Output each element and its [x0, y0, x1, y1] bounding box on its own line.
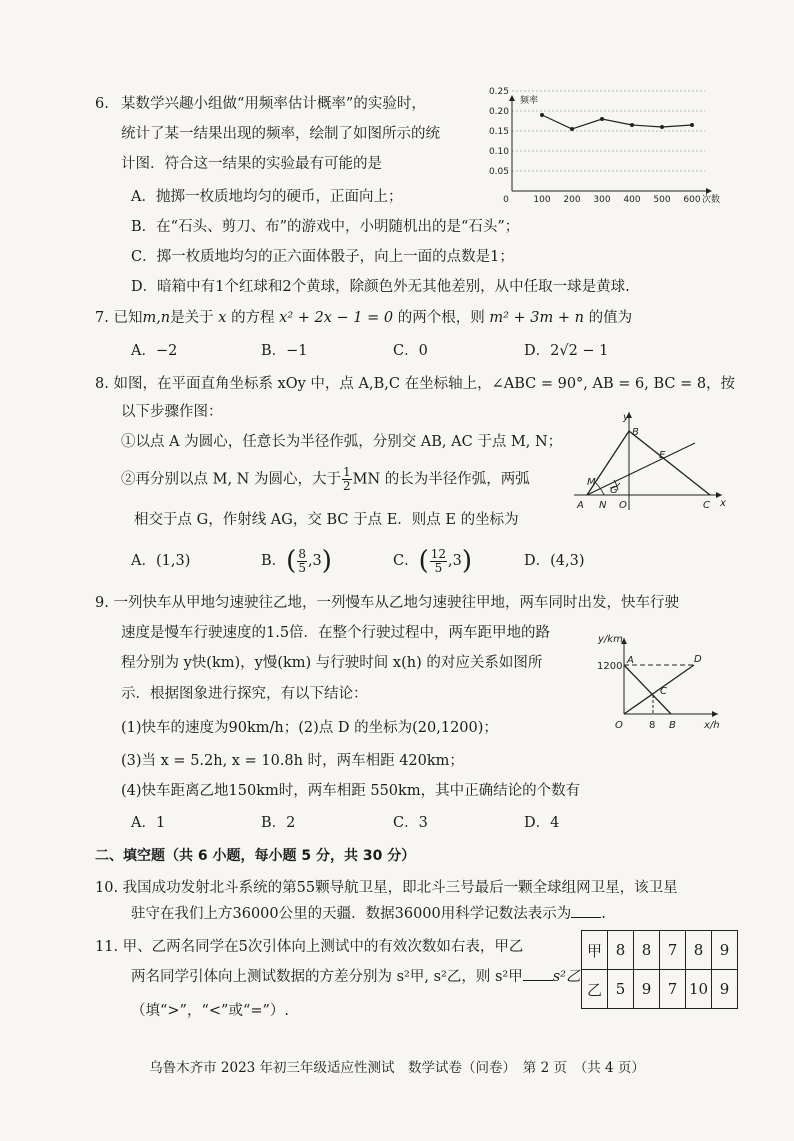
q8-option-d [524, 550, 585, 572]
chart-x-tick-label: 200 [563, 195, 581, 205]
table-cell: 8 [634, 931, 660, 970]
q8-step-2 [121, 466, 530, 493]
q7-option-b: B．−1 [261, 343, 308, 359]
q9-line-4: 示．根据图象进行探究，有以下结论： [121, 686, 368, 702]
chart-data-point [570, 127, 574, 131]
chart-x-arrow [706, 188, 712, 194]
table-row [582, 931, 738, 970]
table-cell: 乙 [582, 970, 608, 1009]
q9-line-1 [95, 592, 679, 614]
chart-y-label: 频率 [520, 96, 539, 106]
q9-fig-O: O [615, 720, 623, 731]
q6-number: 6. [95, 96, 109, 112]
table-cell: 5 [608, 970, 634, 1009]
q8-line-1 [95, 373, 735, 395]
q7-expression: m² + 3m + n [489, 310, 584, 326]
section-fill-in-title: 二、填空题（共 6 小题，每小题 5 分，共 30 分） [95, 848, 416, 864]
q8-half-num: 1 [342, 465, 351, 479]
q8-option-d-value: (4,3) [550, 553, 585, 569]
table-cell: 8 [686, 931, 712, 970]
q11-line-1 [95, 936, 523, 958]
q8-fig-y: y [623, 412, 629, 423]
q6-line-2: 统计了某一结果出现的频率，绘制了如图所示的统 [121, 126, 440, 142]
chart-data-point [600, 117, 604, 121]
q8-option-b-letter: B． [261, 553, 287, 569]
q8-step2-text-a: ②再分别以点 M, N 为圆心，大于 [121, 471, 341, 488]
q8-option-b-num: 8 [298, 546, 306, 561]
q7-number: 7. [95, 310, 109, 326]
q10-line-2 [131, 903, 606, 925]
q7-text-a: 已知 [113, 310, 143, 326]
q6-option-d: D．暗箱中有1个红球和2个黄球，除颜色外无其他差别，从中任取一球是黄球. [131, 279, 630, 295]
q10-text-1: 我国成功发射北斗系统的第55颗导航卫星，即北斗三号最后一颗全球组网卫星，该卫星 [122, 880, 678, 896]
table-cell: 7 [660, 970, 686, 1009]
q9-option-d: D．4 [524, 815, 560, 831]
table-cell: 9 [712, 931, 738, 970]
table-cell: 7 [660, 931, 686, 970]
q8-fig-x: x [720, 498, 726, 509]
q9-line-2: 速度是慢车行驶速度的1.5倍．在整个行驶过程中，两车距甲地的路 [121, 625, 551, 641]
q8-option-d-letter: D． [524, 553, 551, 569]
q8-step-1: ①以点 A 为圆心，任意长为半径作弧，分别交 AB, AC 于点 M, N； [121, 434, 563, 450]
chart-x-tick-label: 100 [533, 195, 551, 205]
q11-answer-blank[interactable] [523, 966, 553, 981]
q9-fig-D: D [694, 654, 702, 665]
q7-text-d: 的两个根，则 [397, 310, 485, 326]
chart-x-tick-label: 300 [593, 195, 611, 205]
q8-fig-E: E [659, 450, 666, 461]
table-row [582, 970, 738, 1009]
q7-text-e: 的值为 [588, 310, 633, 326]
q9-fig-yaxis: y/km [598, 634, 623, 645]
chart-data-point [630, 123, 634, 127]
q9-fig-A: A [627, 655, 634, 666]
q9-conclusion-3: (3)当 x = 5.2h, x = 10.8h 时，两车相距 420km； [121, 753, 464, 769]
q9-conclusion-1-2: (1)快车的速度为90km/h；(2)点 D 的坐标为(20,1200)； [121, 720, 498, 736]
q8-fig-B: B [632, 427, 639, 438]
q7-vars: m,n [142, 310, 171, 326]
q8-option-c-den: 5 [434, 560, 443, 575]
q8-option-b-tail: ,3 [307, 553, 322, 569]
table-cell: 甲 [582, 931, 608, 970]
q10-number: 10. [95, 880, 119, 896]
q8-fig-N: N [599, 500, 607, 511]
q7-x: x [218, 310, 227, 326]
q9-conclusion-4: (4)快车距离乙地150km时，两车相距 550km，其中正确结论的个数有 [121, 783, 581, 799]
table-cell: 10 [686, 970, 712, 1009]
chart-y-tick-label: 0.10 [488, 147, 509, 157]
q8-option-c-letter: C． [393, 553, 419, 569]
q6-line-1: 某数学兴趣小组做“用频率估计概率”的实验时， [121, 96, 426, 112]
q10-answer-blank[interactable] [571, 903, 601, 918]
q7-text-c: 的方程 [231, 310, 275, 326]
chart-x-tick-label: 500 [653, 195, 671, 205]
q6-option-a: A．抛掷一枚质地均匀的硬币，正面向上； [131, 189, 403, 205]
q6-option-b: B．在“石头、剪刀、布”的游戏中，小明随机出的是“石头”； [131, 219, 520, 235]
chart-x-tick-label: 0 [503, 195, 509, 205]
chart-y-tick-label: 0.05 [488, 167, 509, 177]
q7-option-a: A．−2 [131, 343, 178, 359]
q9-text-1: 一列快车从甲地匀速驶往乙地，一列慢车从乙地匀速驶往甲地，两车同时出发，快车行驶 [113, 595, 679, 611]
q8-option-c-num: 12 [430, 546, 447, 561]
table-cell: 8 [608, 931, 634, 970]
chart-x-label: 次数 [702, 195, 721, 205]
q8-option-c: C．( $\frac{12}{5}$ ,3) [393, 546, 473, 576]
q10-text-2: 驻守在我们上方36000公里的天疆．数据36000用科学记数法表示为 [131, 906, 572, 922]
chart-y-tick-label: 0.20 [488, 107, 509, 117]
q11-line-2 [131, 966, 580, 988]
q9-option-b: B．2 [261, 815, 296, 831]
q6-option-c: C．掷一枚质地均匀的正六面体骰子，向上一面的点数是1； [131, 249, 514, 265]
q8-option-a [131, 550, 190, 572]
q8-geometry-figure [570, 406, 730, 514]
q11-text-1: 甲、乙两名同学在5次引体向上测试中的有效次数如右表，甲乙 [122, 939, 524, 955]
chart-data-point [540, 113, 544, 117]
q10-line-1 [95, 877, 678, 899]
q7-option-d: D．2√2 − 1 [524, 343, 609, 359]
q9-fig-8: 8 [649, 720, 656, 731]
q8-number: 8. [95, 376, 109, 392]
chart-y-tick-label: 0.25 [488, 87, 509, 97]
q11-line-3: （填“>”，“<”或“=”）. [131, 1003, 290, 1019]
q9-fig-1200: 1200 [597, 661, 623, 672]
chart-y-tick-label: 0.15 [488, 127, 509, 137]
q9-option-a: A．1 [131, 815, 166, 831]
q8-option-c-tail: ,3 [448, 553, 462, 569]
q9-option-c: C．3 [393, 815, 428, 831]
chart-x-tick-label: 400 [623, 195, 641, 205]
chart-x-tick-label: 600 [683, 195, 701, 205]
frequency-line-chart [483, 87, 721, 207]
q9-line-3: 程分别为 y快(km)，y慢(km) 与行驶时间 x(h) 的对应关系如图所 [121, 655, 543, 671]
table-cell: 9 [712, 970, 738, 1009]
q7-option-c: C．0 [393, 343, 428, 359]
q9-fig-B: B [669, 720, 676, 731]
q8-fig-O: O [619, 500, 627, 511]
table-cell: 9 [634, 970, 660, 1009]
chart-series-line [542, 115, 692, 129]
q9-distance-time-graph [596, 632, 730, 744]
q8-option-b-den: 5 [298, 560, 306, 575]
q11-s-yi: s²乙 [552, 969, 581, 985]
q8-half-den: 2 [342, 479, 351, 493]
q11-text-2: 两名同学引体向上测试数据的方差分别为 s²甲, s²乙，则 s²甲 [131, 969, 523, 985]
chart-y-arrow [509, 95, 515, 101]
q8-fig-A: A [577, 500, 584, 511]
q8-fig-G: G [610, 485, 618, 496]
chart-data-point [660, 125, 664, 129]
q8-half-fraction [342, 466, 352, 493]
q11-score-table [581, 930, 738, 1009]
q8-fig-M: M [587, 477, 596, 488]
q8-fig-C: C [703, 500, 710, 511]
q10-tail: . [601, 906, 606, 922]
q8-option-a-letter: A． [131, 553, 156, 569]
q8-option-a-value: (1,3) [155, 553, 191, 569]
q9-fig-xaxis: x/h [704, 720, 720, 731]
q9-number: 9. [95, 595, 109, 611]
q11-number: 11. [95, 939, 119, 955]
q9-fig-C: C [660, 686, 667, 697]
q7-stem [95, 307, 632, 329]
q8-line-2: 以下步骤作图： [121, 404, 223, 420]
q6-line-3: 计图．符合这一结果的实验最有可能的是 [121, 156, 382, 172]
q8-stem: 如图，在平面直角坐标系 xOy 中，点 A,B,C 在坐标轴上，∠ABC = 90°, AB = 6, BC = 8，按 [113, 376, 736, 392]
chart-data-point [690, 123, 694, 127]
page-footer: 乌鲁木齐市 2023 年初三年级适应性测试 数学试卷（问卷） 第 2 页 （共 4 页） [149, 1060, 645, 1076]
q8-option-b: B．( $\frac{8}{5}$ ,3) [261, 546, 332, 576]
q8-step2-text-b: MN 的长为半径作弧，两弧 [352, 471, 530, 488]
q7-equation: x² + 2x − 1 = 0 [279, 310, 394, 326]
q7-text-b: 是关于 [170, 310, 214, 326]
q8-step-3: 相交于点 G，作射线 AG，交 BC 于点 E．则点 E 的坐标为 [134, 512, 519, 528]
